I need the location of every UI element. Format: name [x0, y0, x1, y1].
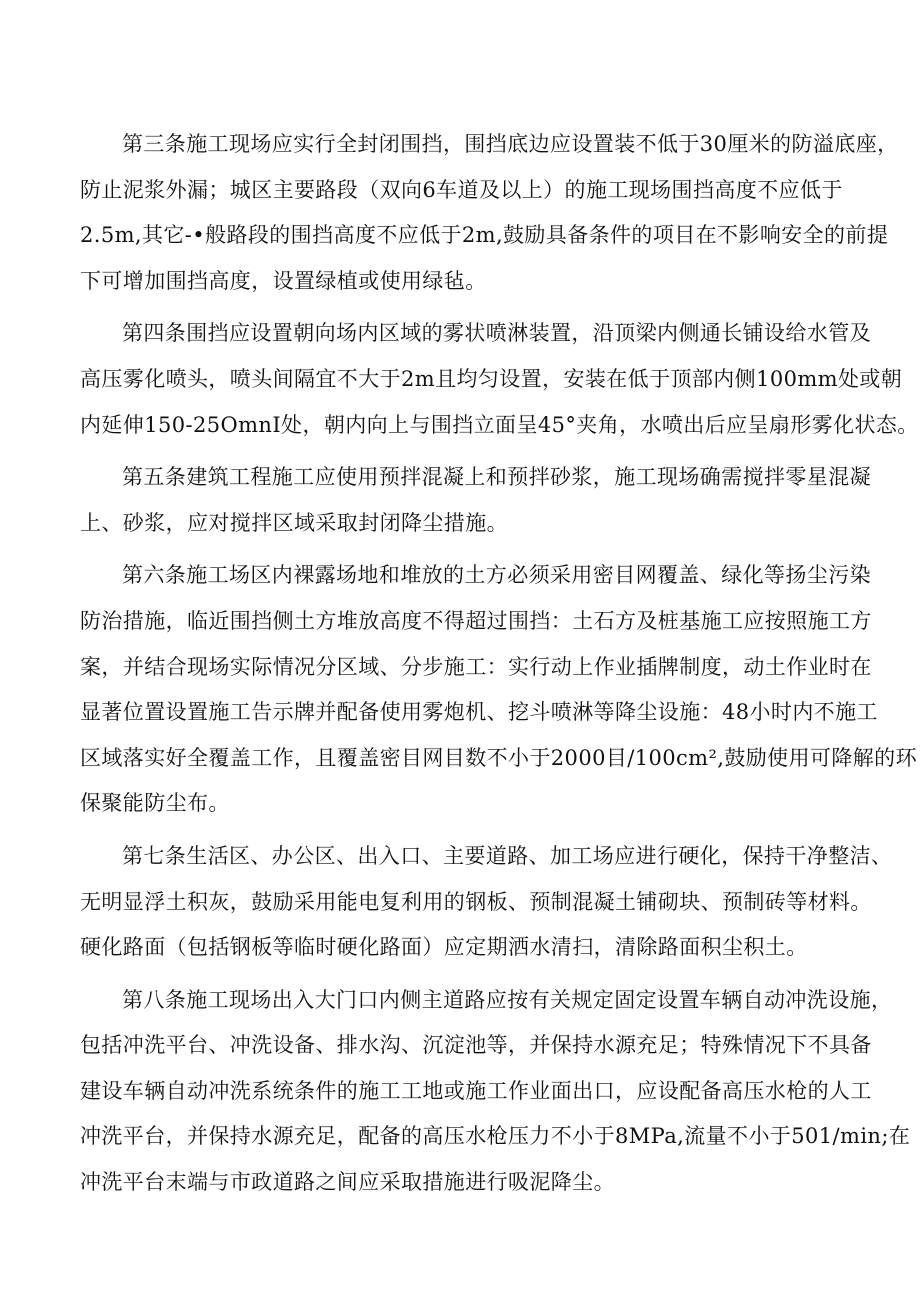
text-line: 第六条施工场区内裸露场地和堆放的土方必须采用密目网覆盖、绿化等扬尘污染 — [122, 563, 871, 588]
paragraph-article-6 — [80, 553, 917, 827]
text-line: 第五条建筑工程施工应使用预拌混凝上和预拌砂浆，施工现场确需搅拌零星混凝 — [122, 465, 871, 490]
text-line: 无明显浮土积灰，鼓励采用能电复利用的钢板、预制混凝土铺砌块、预制砖等材料。 — [80, 889, 872, 914]
paragraph-article-8 — [80, 978, 911, 1206]
text-line: 显著位置设置施工告示牌并配备使用雾炮机、挖斗喷淋等降尘设施：48小时内不施工 — [80, 700, 878, 725]
text-line: 内延伸150-25OmnI处，朝内向上与围挡立面呈45°夹角，水喷出后应呈扇形雾化状态。 — [80, 412, 919, 437]
paragraph-article-7 — [80, 834, 893, 971]
text-line: 冲洗平台末端与市政道路之间应采取措施进行吸泥降尘。 — [80, 1170, 615, 1195]
text-line: 保聚能防尘布。 — [80, 791, 230, 816]
text-line: 第三条施工现场应实行全封闭围挡，围挡底边应设置装不低于30厘米的防溢底座， — [122, 132, 899, 156]
paragraph-article-4 — [80, 311, 919, 448]
text-line: 硬化路面（包括钢板等临时硬化路面）应定期洒水清扫，清除路面积尘积土。 — [80, 935, 808, 960]
text-line: 下可增加围挡高度，设置绿植或使用绿毡。 — [80, 268, 487, 293]
text-line: 冲洗平台，并保持水源充足，配备的高压水枪压力不小于8MPa,流量不小于501∕min;在 — [80, 1124, 911, 1149]
paragraph-article-5 — [80, 455, 871, 546]
paragraph-article-3 — [80, 122, 899, 304]
text-line: 防治措施，临近围挡侧土方堆放高度不得超过围挡：土石方及桩基施工应按照施工方 — [80, 608, 872, 633]
text-line: 防止泥浆外漏；城区主要路段（双向6车道及以上）的施工现场围挡高度不应低于 — [80, 177, 843, 202]
text-line: 第八条施工现场出入大门口内侧主道路应按有关规定固定设置车辆自动冲洗设施， — [122, 987, 893, 1012]
text-line: 第四条围挡应设置朝向场内区域的雾状喷淋装置，沿顶梁内侧通长铺设给水管及 — [122, 321, 871, 346]
text-line: 区域落实好全覆盖工作，且覆盖密目网目数不小于2000目/100cm²,鼓励使用可降解的环 — [80, 745, 917, 770]
text-line: 案，并结合现场实际情况分区域、分步施工：实行动上作业插牌制度，动土作业时在 — [80, 654, 872, 679]
text-line: 第七条生活区、办公区、出入口、主要道路、加工场应进行硬化，保持干净整洁、 — [122, 843, 893, 868]
text-line: 包括冲洗平台、冲洗设备、排水沟、沉淀池等，并保持水源充足；特殊情况下不具备 — [80, 1033, 872, 1058]
text-line: 高压雾化喷头，喷头间隔宜不大于2m且均匀设置，安装在低于顶部内侧100mm处或朝 — [80, 366, 903, 391]
text-line: 上、砂浆，应对搅拌区域采取封闭降尘措施。 — [80, 510, 508, 535]
text-line: 建设车辆自动冲洗系统条件的施工工地或施工作业面出口，应设配备高压水枪的人工 — [80, 1078, 872, 1103]
text-line: 2.5m,其它-•般路段的围挡高度不应低于2m,鼓励具备条件的项目在不影响安全的前提 — [80, 223, 889, 248]
